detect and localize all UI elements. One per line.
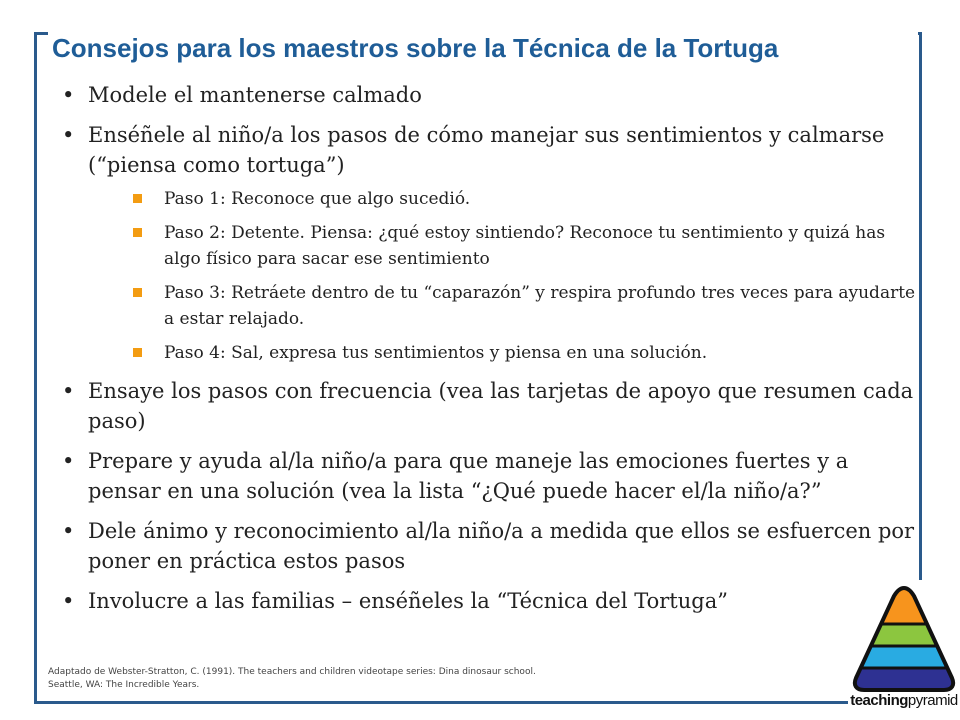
step-text: Paso 3: Retráete dentro de tu “caparazón” y respira profundo tres veces para ayudarte a estar relajado. — [164, 283, 916, 329]
bullet-item-with-steps — [52, 120, 922, 366]
pyramid-upper-band — [848, 624, 960, 646]
step-text: Paso 4: Sal, expresa tus sentimientos y piensa en una solución. — [164, 343, 708, 363]
citation-line: Adaptado de Webster-Stratton, C. (1991). The teachers and children videotape series: Dina dinosaur school. — [48, 667, 536, 677]
step-item — [88, 280, 922, 332]
bullet-item: • Involucre a las familias – enséñeles la “Técnica del Tortuga” — [52, 586, 922, 616]
bullet-text: Enséñele al niño/a los pasos de cómo manejar sus sentimientos y calmarse (“piensa como tortuga”) — [88, 123, 885, 177]
square-bullet-icon — [133, 348, 142, 357]
square-bullet-icon — [133, 194, 142, 203]
step-item — [88, 340, 922, 366]
citation-line: Seattle, WA: The Incredible Years. — [48, 680, 200, 690]
step-item — [88, 186, 922, 212]
citation — [48, 666, 536, 692]
step-item — [88, 220, 922, 272]
logo-wordmark — [848, 692, 960, 709]
bullet-item: • Modele el mantenerse calmado — [52, 80, 922, 110]
square-bullet-icon — [133, 288, 142, 297]
step-text: Paso 1: Reconoce que algo sucedió. — [164, 189, 471, 209]
bullet-item: • Ensaye los pasos con frecuencia (vea las tarjetas de apoyo que resumen cada paso) — [52, 376, 922, 436]
content-area — [52, 80, 922, 626]
bullet-item: • Prepare y ayuda al/la niño/a para que maneje las emociones fuertes y a pensar en una solución (vea la lista “¿Qué puede hacer el/la niño/a?” — [52, 446, 922, 506]
bullet-list — [52, 80, 922, 616]
logo-word-thin: pyramid — [907, 692, 958, 709]
logo-word-bold: teaching — [850, 692, 908, 709]
square-bullet-icon — [133, 228, 142, 237]
step-text: Paso 2: Detente. Piensa: ¿qué estoy sintiendo? Reconoce tu sentimiento y quizá has algo físico para sacar ese sentimiento — [164, 223, 886, 269]
page-title: Consejos para los maestros sobre la Técnica de la Tortuga — [52, 33, 779, 63]
bullet-item: • Dele ánimo y reconocimiento al/la niño/a a medida que ellos se esfuercen por poner en práctica estos pasos — [52, 516, 922, 576]
steps-list — [88, 186, 922, 366]
